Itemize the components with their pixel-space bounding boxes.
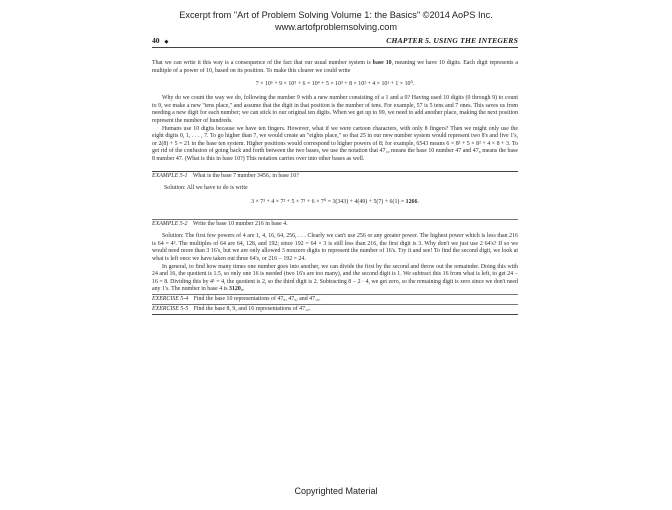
excerpt-title: Excerpt from "Art of Problem Solving Volume 1: the Basics" ©2014 AoPS Inc. — [179, 10, 493, 20]
example-question: What is the base 7 number 3456₇ in base 10? — [192, 172, 299, 179]
example-5-1-heading — [152, 172, 518, 181]
paragraph-counting: Why do we count the way we do, following the number 9 with a new number consisting of a 1 and a 0? Having used 10 digits (0 through 9) to count to 9, we make a new "tens place," and assume that the digit in that position is the number of tens. For example, 57 is 5 tens and 7 ones. This saves us from needing a new digit for each number; we can stick to our original ten digits. When we get up to 99, we need to add another place, making the next position represent the number of hundreds. — [152, 95, 518, 124]
answer: 3120₄ — [229, 286, 243, 293]
bullet-icon: ◆ — [164, 40, 169, 45]
page-number-group — [152, 36, 168, 45]
example-5-1-solution: Solution: All we have to do is write — [164, 184, 248, 191]
exercise-divider — [152, 314, 518, 315]
answer: 1266 — [405, 199, 418, 206]
page-number: 40 — [152, 36, 160, 45]
exercise-5-4 — [152, 295, 518, 304]
example-5-1-equation — [152, 199, 518, 205]
equation-text: 3 × 7³ + 4 × 7² + 5 × 7¹ + 6 × 7⁰ = 3(343) + 4(49) + 5(7) + 6(1) = — [251, 199, 406, 206]
example-tag: EXAMPLE 5-2 — [152, 221, 188, 228]
exercise-text: Find the base 8, 9, and 16 representations of 47₁₀. — [193, 305, 311, 312]
running-head — [152, 36, 518, 48]
exercise-tag: EXERCISE 5-4 — [152, 295, 189, 302]
example-5-2-heading — [152, 220, 518, 229]
excerpt-url: www.artofproblemsolving.com — [274, 22, 398, 32]
exercise-text: Find the base 10 representations of 47₈, 47₉, and 47₁₆. — [193, 295, 321, 302]
chapter-title: CHAPTER 5. USING THE INTEGERS — [386, 36, 518, 45]
copyright-footer: Copyrighted Material — [294, 486, 378, 496]
excerpt-header — [0, 9, 672, 33]
book-page — [152, 36, 518, 315]
example-5-2-solution: Solution: The first few powers of 4 are 1, 4, 16, 64, 256, . . . Clearly we can't use 256 or any greater power. The highest power which is less than 216 is 64 = 4³. The multiples of 64 are 64, 128, and 192; since 192 = 64 × 3 is still less than 216, the first digit is 3. Why don't we just use 2 64's? If so we would need more than 3 16's, but we are only allowed 3 nonzero digits to represent the number of 16's. Try it and see! To find the second digit, we look at what is left once we have taken out three 64's, or 216 − 192 = 24. — [152, 233, 518, 262]
bold-term: base 10 — [372, 60, 392, 66]
paragraph-base8: Humans use 10 digits because we have ten fingers. However, what if we were cartoon characters, with only 8 fingers? Then we might only use the eight digits 0, 1, . . . , 7. To go higher than 7, we would create an "eights place," so that 25 in our new number system would represent two 8's and five 1's, or 2(8) + 5 = 21 in the base ten system. Higher positions would correspond to higher powers of 8; for example, 6543 means 6 × 8³ + 5 × 8² + 4 × 8 + 3. To get rid of the confusion of going back and forth between the two bases, we use the notation that 47₁₀ means the base 10 number 47 and 47₈ means the base 8 number 47. (What is this in base 10?) This notation carries over into other bases as well. — [152, 125, 518, 162]
exercise-tag: EXERCISE 5-5 — [152, 305, 189, 312]
text: That we can write it this way is a consequence of the fact that our usual number system is — [152, 60, 373, 66]
paragraph-base10 — [152, 60, 518, 75]
example-question: Write the base 10 number 216 in base 4. — [192, 221, 288, 228]
example-tag: EXAMPLE 5-1 — [152, 172, 188, 179]
example-5-2-general — [152, 264, 518, 294]
exercise-5-5 — [152, 305, 518, 314]
text: . — [417, 199, 419, 206]
equation-expansion: 7 × 10⁶ + 9 × 10⁵ + 6 × 10⁴ + 5 × 10³ + 8 × 10² + 4 × 10¹ + 1 × 10⁰. — [255, 81, 415, 88]
text: . — [242, 286, 245, 293]
text: In general, to find how many times one number goes into another, we can divide the first by the second and throw out the remainder. Doing this with 24 and 16, the quotient is 1.5, so only one 16 is needed (two 16's are too many), and the second digit is 1. We subtract this 16 from what is left, to get 24 − 16 = 8. Dividing this by 4¹ = 4, the quotient is 2, so the third digit is 2. Subtracting 8 − 2 · 4, we get zero, so the remaining digit is zero since we don't need any 1's. The number in base 4 is — [152, 263, 518, 293]
text: , meaning we have 10 digits. Each digit represents a multiple of a power of 10, based on its position. To make this clearer we could write — [152, 60, 518, 74]
